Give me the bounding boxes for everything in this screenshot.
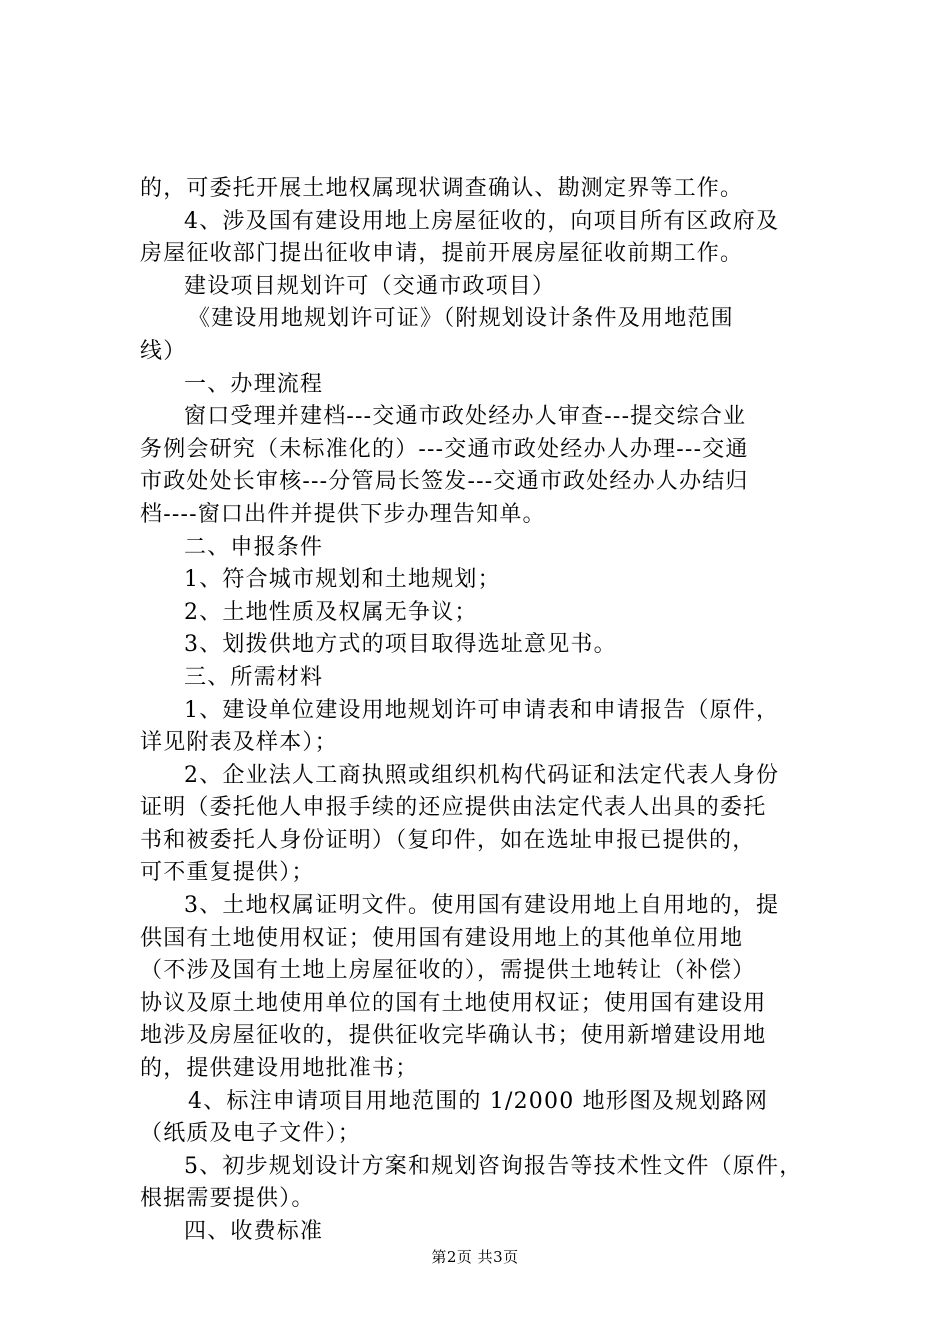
text-line: 供国有土地使用权证；使用国有建设用地上的其他单位用地 bbox=[140, 925, 744, 951]
text-line: 协议及原土地使用单位的国有土地使用权证；使用国有建设用 bbox=[140, 990, 767, 1016]
text-line: 《建设用地规划许可证》（附规划设计条件及用地范围 bbox=[188, 306, 734, 332]
list-item: 4、标注申请项目用地范围的 1/2000 地形图及规划路网 bbox=[188, 1088, 769, 1114]
text-line: 根据需要提供）。 bbox=[140, 1186, 315, 1212]
text-line: 务例会研究（未标准化的）---交通市政处经办人办理---交通 bbox=[140, 436, 749, 462]
page-number: 第2页 共3页 bbox=[431, 1248, 519, 1266]
section-heading: 二、申报条件 bbox=[184, 534, 324, 560]
text-line: （纸质及电子文件）； bbox=[140, 1121, 362, 1147]
text-line: 书和被委托人身份证明）（复印件，如在选址申报已提供的， bbox=[140, 827, 756, 853]
text-line: 的，提供建设用地批准书； bbox=[140, 1056, 419, 1082]
section-heading: 建设项目规划许可（交通市政项目） bbox=[184, 273, 556, 299]
section-heading: 一、办理流程 bbox=[184, 371, 324, 397]
text-line: 窗口受理并建档---交通市政处经办人审查---提交综合业 bbox=[184, 404, 747, 430]
text-line: 线） bbox=[140, 338, 187, 364]
list-item: 1、建设单位建设用地规划许可申请表和申请报告（原件， bbox=[184, 697, 780, 723]
list-item: 3、划拨供地方式的项目取得选址意见书。 bbox=[184, 632, 617, 658]
list-item: 2、企业法人工商执照或组织机构代码证和法定代表人身份 bbox=[184, 762, 780, 788]
list-item: 2、土地性质及权属无争议； bbox=[184, 599, 478, 625]
text-line: 地涉及房屋征收的，提供征收完毕确认书；使用新增建设用地 bbox=[140, 1023, 767, 1049]
section-heading: 三、所需材料 bbox=[184, 664, 324, 690]
text-line: （不涉及国有土地上房屋征收的），需提供土地转让（补偿） bbox=[140, 958, 756, 984]
text-line: 市政处处长审核---分管局长签发---交通市政处经办人办结归 bbox=[140, 469, 749, 495]
text-line: 可不重复提供）； bbox=[140, 860, 315, 886]
text-line: 房屋征收部门提出征收申请，提前开展房屋征收前期工作。 bbox=[140, 241, 744, 267]
list-item: 3、土地权属证明文件。使用国有建设用地上自用地的，提 bbox=[184, 893, 780, 919]
list-item: 1、符合城市规划和土地规划； bbox=[184, 567, 501, 593]
text-line: 档----窗口出件并提供下步办理告知单。 bbox=[140, 501, 546, 527]
text-line: 证明（委托他人申报手续的还应提供由法定代表人出具的委托 bbox=[140, 795, 767, 821]
text-line: 4、涉及国有建设用地上房屋征收的，向项目所有区政府及 bbox=[184, 208, 780, 234]
text-line: 的，可委托开展土地权属现状调查确认、勘测定界等工作。 bbox=[140, 176, 744, 201]
document-body bbox=[140, 173, 830, 1249]
list-item: 5、初步规划设计方案和规划咨询报告等技术性文件（原件， bbox=[184, 1153, 803, 1179]
section-heading: 四、收费标准 bbox=[184, 1219, 324, 1244]
text-line: 详见附表及样本）； bbox=[140, 730, 338, 756]
